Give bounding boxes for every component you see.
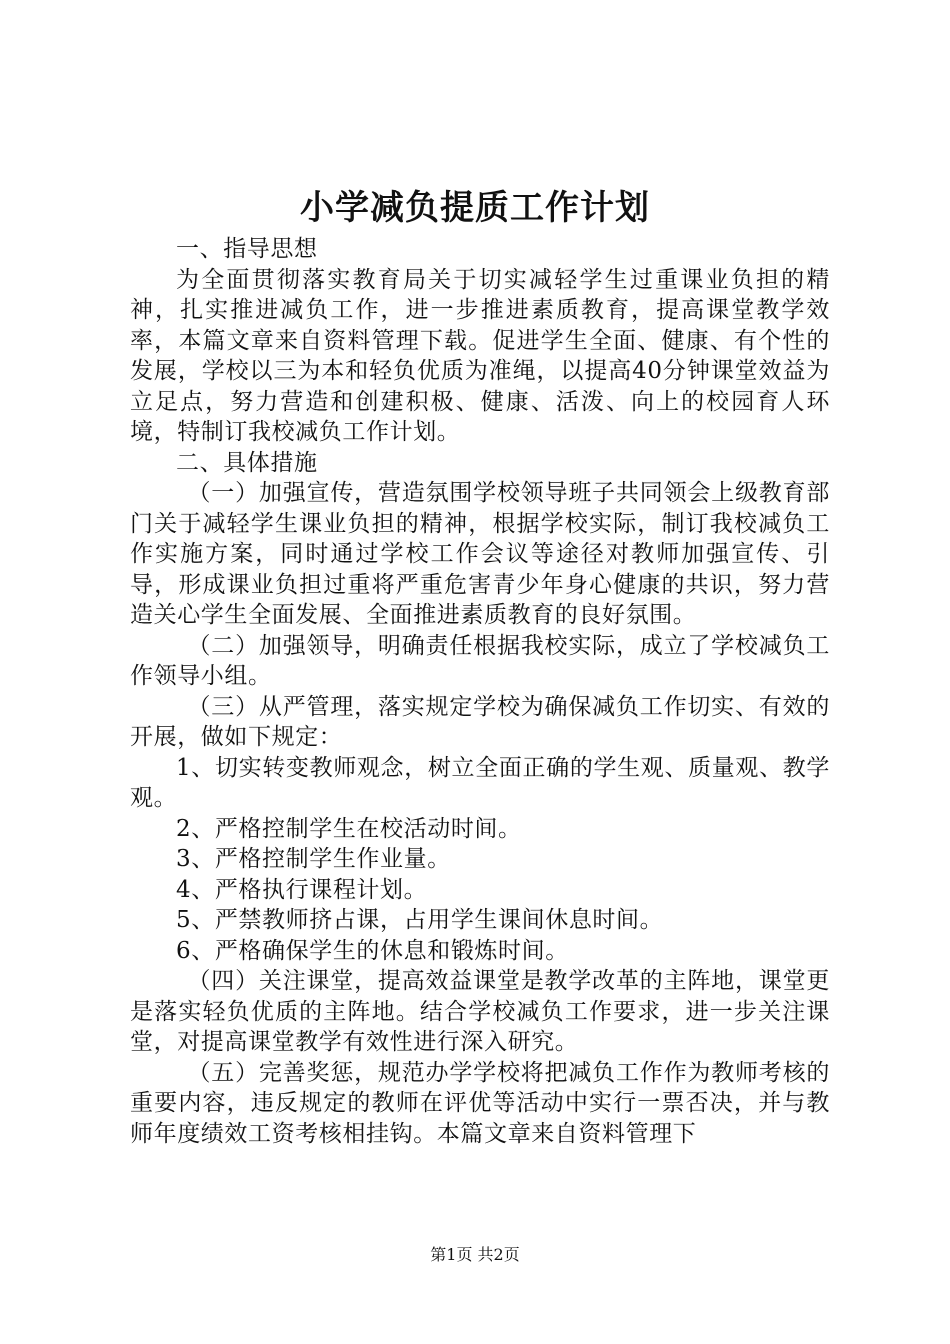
list-item: 3、严格控制学生作业量。: [176, 846, 451, 872]
paragraph: （二）加强领导，明确责任根据我校实际，成立了学校减负工作领导小组。: [130, 632, 830, 689]
list-item: 1、切实转变教师观念，树立全面正确的学生观、质量观、教学观。: [130, 754, 830, 811]
list-item: 5、严禁教师挤占课，占用学生课间休息时间。: [176, 907, 664, 933]
paragraph: （五）完善奖惩，规范办学学校将把减负工作作为教师考核的重要内容，违反规定的教师在评优等活动中实行一票否决，并与教师年度绩效工资考核相挂钩。本篇文章来自资料管理下: [130, 1059, 830, 1147]
list-item: 2、严格控制学生在校活动时间。: [176, 815, 522, 842]
document-body: [130, 234, 830, 1149]
page-title: 小学减负提质工作计划: [300, 188, 650, 228]
page-footer: 第1页 共2页: [430, 1245, 520, 1264]
paragraph: （三）从严管理，落实规定学校为确保减负工作切实、有效的开展，做如下规定：: [130, 693, 830, 750]
section-heading: 一、指导思想: [176, 236, 318, 262]
list-item: 6、严格确保学生的休息和锻炼时间。: [176, 937, 569, 964]
paragraph: （一）加强宣传，营造氛围学校领导班子共同领会上级教育部门关于减轻学生课业负担的精神，根据学校实际，制订我校减负工作实施方案，同时通过学校工作会议等途径对教师加强宣传、引导，形成课业负担过重将严重危害青少年身心健康的共识，努力营造关心学生全面发展、全面推进素质教育的良好氛围。: [130, 480, 830, 628]
section-heading: 二、具体措施: [176, 449, 318, 476]
paragraph: （四）关注课堂，提高效益课堂是教学改革的主阵地，课堂更是落实轻负优质的主阵地。结合学校减负工作要求，进一步关注课堂，对提高课堂教学有效性进行深入研究。: [130, 968, 830, 1055]
list-item: 4、严格执行课程计划。: [176, 876, 428, 903]
paragraph: 为全面贯彻落实教育局关于切实减轻学生过重课业负担的精神，扎实推进减负工作，进一步推进素质教育，提高课堂教学效率，本篇文章来自资料管理下载。促进学生全面、健康、有个性的发展，学校以三为本和轻负优质为准绳，以提高40分钟课堂效益为立足点，努力营造和创建积极、健康、活泼、向上的校园育人环境，特制订我校减负工作计划。: [130, 266, 830, 445]
